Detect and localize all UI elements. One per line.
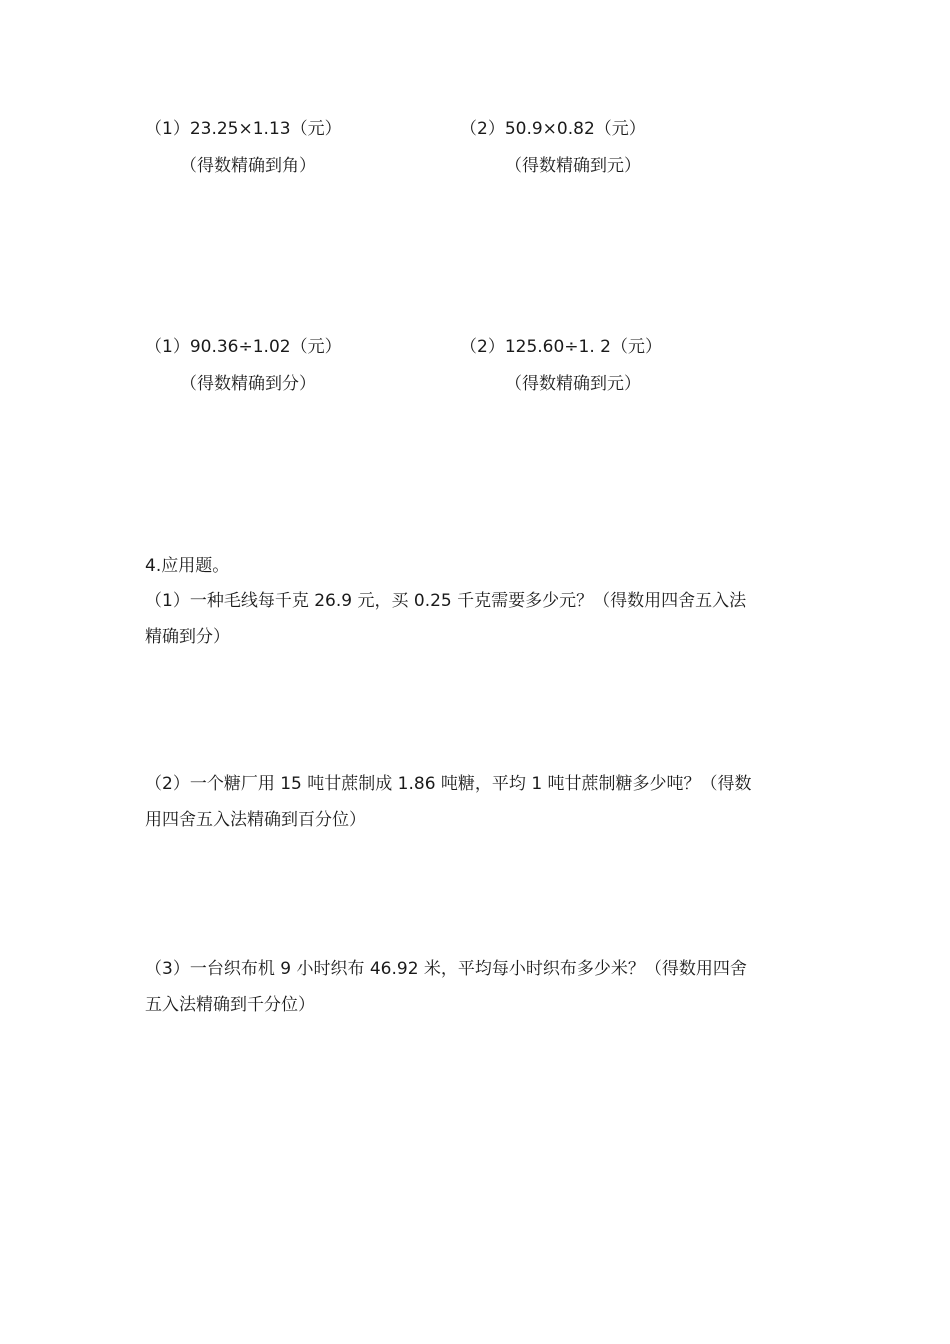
problem-3-line-1: （3）一台织布机 9 小时织布 46.92 米，平均每小时织布多少米？（得数用四舍 [145,959,747,979]
problem-2-line-1: （2）一个糖厂用 15 吨甘蔗制成 1.86 吨糖，平均 1 吨甘蔗制糖多少吨？（得数 [145,774,752,794]
problem-3 [145,951,810,1023]
calc-1-1-note: （得数精确到角） [180,156,316,176]
calc-2-2-note: （得数精确到元） [505,374,641,394]
section-4-title: 4.应用题。 [145,556,230,576]
calc-1-2-note: （得数精确到元） [505,156,641,176]
problem-1 [145,583,810,655]
calc-2-2-expression: （2）125.60÷1. 2（元） [460,337,662,357]
problem-1-line-1: （1）一种毛线每千克 26.9 元，买 0.25 千克需要多少元？（得数用四舍五入法 [145,591,747,611]
calc-2-1-note: （得数精确到分） [180,374,316,394]
problem-3-line-2: 五入法精确到千分位） [145,995,315,1015]
calc-1-1-expression: （1）23.25×1.13（元） [145,119,342,139]
problem-2 [145,766,810,838]
problem-1-line-2: 精确到分） [145,627,230,647]
calc-1-2-expression: （2）50.9×0.82（元） [460,119,646,139]
calc-2-1-expression: （1）90.36÷1.02（元） [145,337,342,357]
problem-2-line-2: 用四舍五入法精确到百分位） [145,810,366,830]
